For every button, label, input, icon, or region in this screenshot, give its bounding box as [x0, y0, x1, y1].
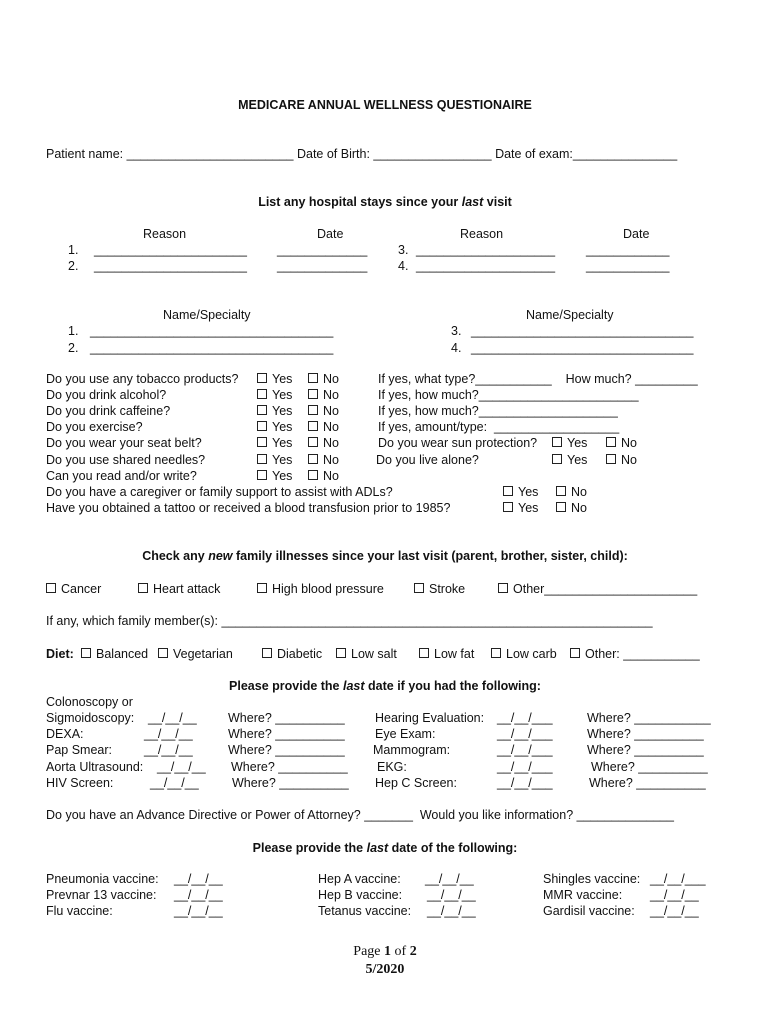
screening-where-field[interactable]: Where? __________ [231, 760, 348, 774]
screening-where-field[interactable]: Where? __________ [228, 743, 345, 757]
exam-date-field[interactable]: _______________ [572, 147, 678, 161]
hospital-date-field[interactable]: ____________ [586, 243, 670, 257]
checkbox[interactable] [257, 405, 267, 415]
diet-option-vegetarian[interactable]: Vegetarian [158, 647, 233, 661]
checkbox[interactable] [498, 583, 508, 593]
habit-question: Do you use any tobacco products? [46, 372, 239, 386]
hospital-reason-field[interactable]: ____________________ [416, 243, 556, 257]
vaccine-label: Shingles vaccine: [543, 872, 641, 886]
colonoscopy-label: Colonoscopy or [46, 695, 133, 709]
habit-question: Do you use shared needles? [46, 453, 206, 467]
vaccine-label: Hep A vaccine: [318, 872, 401, 886]
caffeine-followup-field[interactable]: If yes, how much?____________________ [378, 404, 618, 418]
family-member-label: If any, which family member(s): [46, 614, 219, 628]
advance-directive-question[interactable]: Do you have an Advance Directive or Power of Attorney? _______ Would you like information? ______________ [46, 808, 674, 822]
vaccine-date-field[interactable]: __/__/__ [174, 888, 223, 902]
screening-label: Aorta Ultrasound: [46, 760, 144, 774]
patient-name-label: Patient name: [46, 147, 124, 161]
yes-option[interactable]: Yes [552, 436, 587, 450]
screening-label: DEXA: [46, 727, 84, 741]
screening-label: Hep C Screen: [375, 776, 457, 790]
checkbox[interactable] [257, 583, 267, 593]
no-option[interactable]: No [308, 453, 339, 467]
vaccine-date-field[interactable]: __/__/__ [427, 888, 476, 902]
checkbox[interactable] [308, 470, 318, 480]
checkbox[interactable] [552, 454, 562, 464]
family-heading: Check any new family illnesses since your last visit (parent, brother, sister, child): [142, 549, 628, 563]
page-number: Page 1 of 2 [353, 944, 417, 959]
habit-question: Do you exercise? [46, 420, 143, 434]
checkbox[interactable] [606, 454, 616, 464]
yes-option[interactable]: Yes [257, 420, 292, 434]
screening-label: EKG: [377, 760, 407, 774]
tobacco-followup-field[interactable]: If yes, what type?___________ How much? _________ [378, 372, 698, 386]
hospital-row-num: 1. [68, 243, 79, 257]
hospital-row-num: 4. [398, 259, 409, 273]
vaccine-date-field[interactable]: __/__/__ [650, 888, 699, 902]
diet-label: Diet: [46, 647, 74, 661]
family-option-heart-attack[interactable]: Heart attack [138, 582, 220, 596]
caregiver-question: Do you have a caregiver or family support to assist with ADLs? [46, 485, 393, 499]
vaccine-date-field[interactable]: __/__/__ [174, 904, 223, 918]
vaccine-date-field[interactable]: __/__/___ [650, 872, 706, 886]
checkbox[interactable] [81, 648, 91, 658]
checkbox[interactable] [556, 502, 566, 512]
checkbox[interactable] [262, 648, 272, 658]
no-option[interactable]: No [308, 404, 339, 418]
family-member-field[interactable]: ______________________________________________________________ [221, 614, 653, 628]
vaccine-label: Pneumonia vaccine: [46, 872, 159, 886]
no-option[interactable]: No [308, 388, 339, 402]
checkbox[interactable] [257, 454, 267, 464]
exercise-followup-field[interactable]: If yes, amount/type: __________________ [378, 420, 620, 434]
checkbox[interactable] [257, 373, 267, 383]
screening-date-field[interactable]: __/__/__ [157, 760, 206, 774]
checkbox[interactable] [257, 470, 267, 480]
hospital-date-field[interactable]: _____________ [277, 243, 368, 257]
checkbox[interactable] [552, 437, 562, 447]
specialty-header-right: Name/Specialty [526, 308, 614, 322]
habit-question: Do you drink alcohol? [46, 388, 167, 402]
habit-question: Do you drink caffeine? [46, 404, 171, 418]
checkbox[interactable] [491, 648, 501, 658]
checkbox[interactable] [308, 405, 318, 415]
screening-date-field[interactable]: __/__/___ [497, 760, 553, 774]
screening-date-field[interactable]: __/__/___ [497, 776, 553, 790]
yes-option[interactable]: Yes [257, 469, 292, 483]
screening-date-field[interactable]: __/__/__ [144, 727, 193, 741]
specialist-row-num: 2. [68, 341, 79, 355]
specialty-header-left: Name/Specialty [163, 308, 251, 322]
screening-label: Hearing Evaluation: [375, 711, 485, 725]
no-option[interactable]: No [308, 372, 339, 386]
yes-option[interactable]: Yes [503, 501, 538, 515]
checkbox[interactable] [556, 486, 566, 496]
no-option[interactable]: No [308, 469, 339, 483]
specialist-field[interactable]: ________________________________ [471, 341, 694, 355]
yes-option[interactable]: Yes [552, 453, 587, 467]
checkbox[interactable] [606, 437, 616, 447]
screening-label: Sigmoidoscopy: [46, 711, 135, 725]
diet-option-low-carb[interactable]: Low carb [491, 647, 557, 661]
specialist-field[interactable]: ________________________________ [471, 324, 694, 338]
screening-where-field[interactable]: Where? ___________ [587, 711, 711, 725]
checkbox[interactable] [257, 421, 267, 431]
screening-date-field[interactable]: __/__/___ [497, 711, 553, 725]
vaccine-date-field[interactable]: __/__/__ [425, 872, 474, 886]
screening-date-field[interactable]: __/__/__ [144, 743, 193, 757]
hospital-row-num: 2. [68, 259, 79, 273]
habit-question: Can you read and/or write? [46, 469, 197, 483]
screening-date-field[interactable]: __/__/___ [497, 743, 553, 757]
vaccine-heading: Please provide the last date of the following: [252, 841, 518, 855]
diet-option-low-salt[interactable]: Low salt [336, 647, 397, 661]
patient-info-line [46, 147, 677, 161]
screening-where-field[interactable]: Where? __________ [587, 727, 704, 741]
hospital-row-num: 3. [398, 243, 409, 257]
yes-option[interactable]: Yes [257, 388, 292, 402]
specialist-field[interactable]: ___________________________________ [90, 324, 334, 338]
dob-field[interactable]: _________________ [373, 147, 492, 161]
hospital-date-field[interactable]: ____________ [586, 259, 670, 273]
page-title: MEDICARE ANNUAL WELLNESS QUESTIONAIRE [238, 98, 532, 112]
checkbox[interactable] [158, 648, 168, 658]
screening-date-field[interactable]: __/__/__ [150, 776, 199, 790]
vaccine-label: Tetanus vaccine: [318, 904, 412, 918]
checkbox[interactable] [308, 454, 318, 464]
hospital-reason-field[interactable]: ______________________ [94, 243, 247, 257]
checkbox[interactable] [308, 389, 318, 399]
checkbox[interactable] [308, 373, 318, 383]
diet-option-other[interactable]: Other: ___________ [570, 647, 700, 661]
dob-label: Date of Birth: [296, 147, 370, 161]
family-option-cancer[interactable]: Cancer [46, 582, 101, 596]
checkbox[interactable] [414, 583, 424, 593]
vaccine-label: Gardisil vaccine: [543, 904, 635, 918]
yes-option[interactable]: Yes [257, 404, 292, 418]
checkbox[interactable] [46, 583, 56, 593]
yes-option[interactable]: Yes [257, 372, 292, 386]
hospital-reason-field[interactable]: ____________________ [416, 259, 556, 273]
revision-date: 5/2020 [365, 962, 405, 977]
checkbox[interactable] [336, 648, 346, 658]
yes-option[interactable]: Yes [257, 453, 292, 467]
hospital-reason-header-left: Reason [143, 227, 187, 241]
screening-date-field[interactable]: __/__/___ [497, 727, 553, 741]
vaccine-label: MMR vaccine: [543, 888, 623, 902]
patient-name-field[interactable]: ________________________ [126, 147, 294, 161]
vaccine-date-field[interactable]: __/__/__ [174, 872, 223, 886]
checkbox[interactable] [308, 437, 318, 447]
family-member-line [46, 614, 653, 628]
checkbox[interactable] [503, 486, 513, 496]
checkbox[interactable] [570, 648, 580, 658]
screening-date-field[interactable]: __/__/__ [148, 711, 197, 725]
diet-option-balanced[interactable]: Balanced [81, 647, 148, 661]
live-alone-question: Do you live alone? [376, 453, 479, 467]
alcohol-followup-field[interactable]: If yes, how much?_______________________ [378, 388, 639, 402]
tattoo-question: Have you obtained a tattoo or received a blood transfusion prior to 1985? [46, 501, 451, 515]
exam-date-label: Date of exam: [495, 147, 573, 161]
family-option-high-blood-pressure[interactable]: High blood pressure [257, 582, 384, 596]
screening-label: Eye Exam: [375, 727, 436, 741]
no-option[interactable]: No [606, 436, 637, 450]
family-option-stroke[interactable]: Stroke [414, 582, 465, 596]
screening-where-field[interactable]: Where? __________ [228, 711, 345, 725]
hospital-reason-header-right: Reason [460, 227, 504, 241]
hospital-date-header-left: Date [317, 227, 344, 241]
screening-heading: Please provide the last date if you had the following: [229, 679, 541, 693]
no-option[interactable]: No [606, 453, 637, 467]
habit-question: Do you wear your seat belt? [46, 436, 202, 450]
vaccine-label: Hep B vaccine: [318, 888, 403, 902]
screening-where-field[interactable]: Where? __________ [228, 727, 345, 741]
vaccine-date-field[interactable]: __/__/__ [650, 904, 699, 918]
specialist-field[interactable]: ___________________________________ [90, 341, 334, 355]
specialist-row-num: 3. [451, 324, 462, 338]
vaccine-label: Prevnar 13 vaccine: [46, 888, 157, 902]
checkbox[interactable] [257, 389, 267, 399]
screening-where-field[interactable]: Where? __________ [587, 743, 704, 757]
no-option[interactable]: No [308, 436, 339, 450]
hospital-date-field[interactable]: _____________ [277, 259, 368, 273]
specialist-row-num: 1. [68, 324, 79, 338]
hospital-date-header-right: Date [623, 227, 650, 241]
vaccine-label: Flu vaccine: [46, 904, 113, 918]
checkbox[interactable] [138, 583, 148, 593]
diet-option-low-fat[interactable]: Low fat [419, 647, 474, 661]
checkbox[interactable] [257, 437, 267, 447]
family-option-other[interactable]: Other______________________ [498, 582, 697, 596]
checkbox[interactable] [503, 502, 513, 512]
checkbox[interactable] [419, 648, 429, 658]
screening-where-field[interactable]: Where? __________ [589, 776, 706, 790]
sun-protection-question: Do you wear sun protection? [378, 436, 538, 450]
hospital-reason-field[interactable]: ______________________ [94, 259, 247, 273]
yes-option[interactable]: Yes [257, 436, 292, 450]
specialist-row-num: 4. [451, 341, 462, 355]
checkbox[interactable] [308, 421, 318, 431]
diet-option-diabetic[interactable]: Diabetic [262, 647, 322, 661]
no-option[interactable]: No [556, 485, 587, 499]
no-option[interactable]: No [556, 501, 587, 515]
screening-label: Mammogram: [373, 743, 451, 757]
screening-where-field[interactable]: Where? __________ [591, 760, 708, 774]
screening-where-field[interactable]: Where? __________ [232, 776, 349, 790]
hospital-heading: List any hospital stays since your last visit [258, 195, 512, 209]
no-option[interactable]: No [308, 420, 339, 434]
vaccine-date-field[interactable]: __/__/__ [427, 904, 476, 918]
yes-option[interactable]: Yes [503, 485, 538, 499]
screening-label: HIV Screen: [46, 776, 114, 790]
screening-label: Pap Smear: [46, 743, 113, 757]
